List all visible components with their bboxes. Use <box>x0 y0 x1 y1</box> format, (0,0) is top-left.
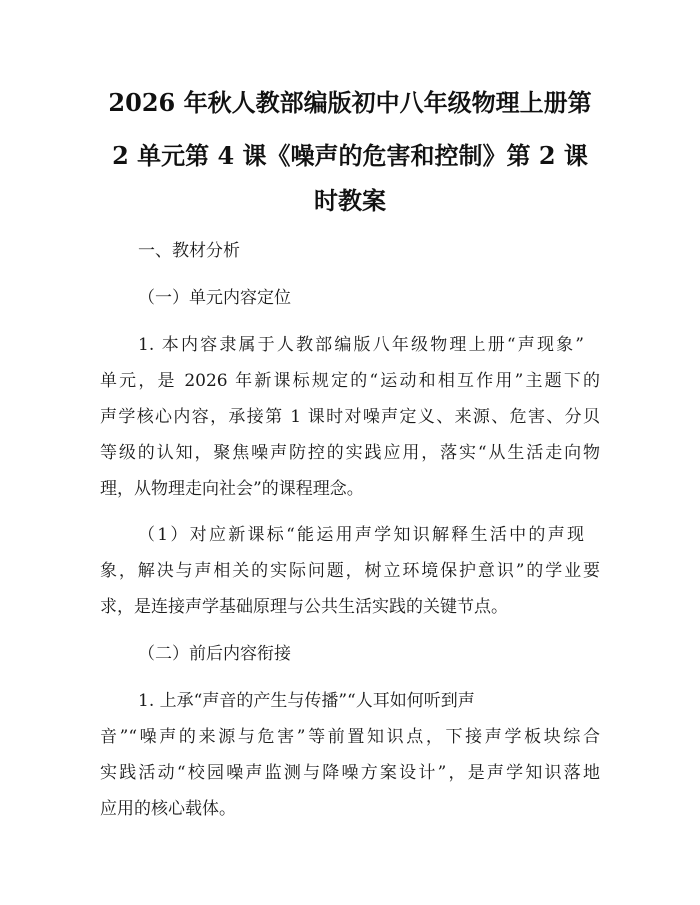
paragraph-line: （1）对应新课标“能运用声学知识解释生活中的声现 <box>138 525 584 545</box>
document-title-line-2: 2 单元第 4 课《噪声的危害和控制》第 2 课 <box>112 141 588 170</box>
paragraph-line: 1. 本内容隶属于人教部编版八年级物理上册“声现象” <box>138 335 584 355</box>
paragraph-line: 1. 上承“声音的产生与传播”“人耳如何听到声 <box>138 691 475 711</box>
subsection-heading-content-connection: （二）前后内容衔接 <box>138 644 291 664</box>
document-title-line-1: 2026 年秋人教部编版初中八年级物理上册第 <box>108 88 592 117</box>
document-title-line-3: 时教案 <box>314 186 386 215</box>
paragraph-line: 应用的核心载体。 <box>100 799 236 819</box>
paragraph-line: 象，解决与声相关的实际问题，树立环境保护意识”的学业要 <box>100 561 600 581</box>
section-heading-textbook-analysis: 一、教材分析 <box>138 241 240 261</box>
paragraph-line: 音”“噪声的来源与危害”等前置知识点，下接声学板块综合 <box>100 727 600 747</box>
paragraph-line: 求，是连接声学基础原理与公共生活实践的关键节点。 <box>100 597 508 617</box>
paragraph-line: 等级的认知，聚焦噪声防控的实践应用，落实“从生活走向物 <box>100 443 600 463</box>
paragraph-line: 理，从物理走向社会”的课程理念。 <box>100 479 364 499</box>
paragraph-line: 声学核心内容，承接第 1 课时对噪声定义、来源、危害、分贝 <box>100 407 600 427</box>
paragraph-line: 单元，是 2026 年新课标规定的“运动和相互作用”主题下的 <box>100 371 600 391</box>
subsection-heading-unit-positioning: （一）单元内容定位 <box>138 288 291 308</box>
paragraph-line: 实践活动“校园噪声监测与降噪方案设计”，是声学知识落地 <box>100 763 600 783</box>
